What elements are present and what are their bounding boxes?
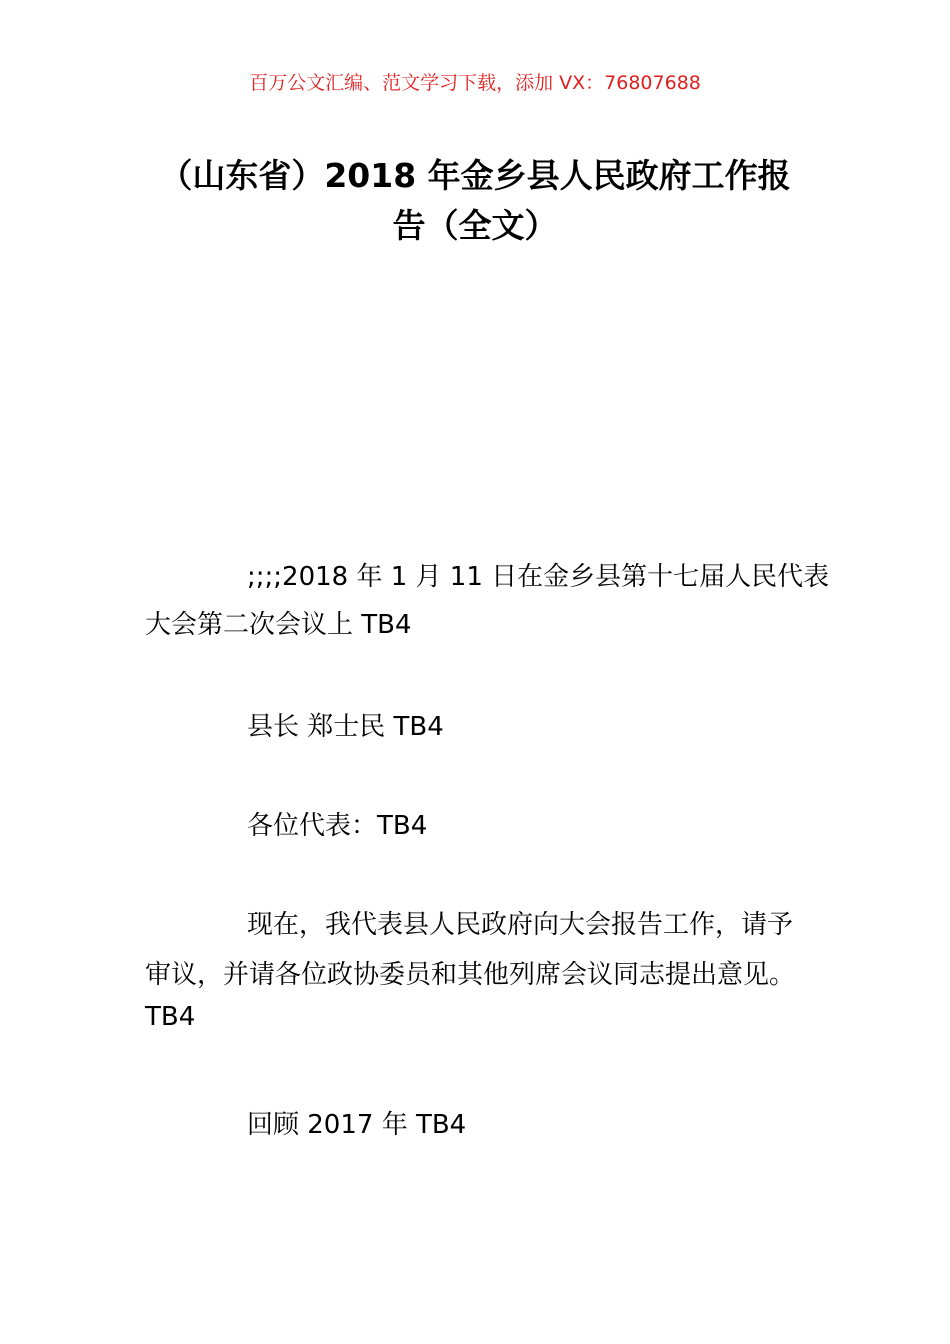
document-title-line2: 告（全文） (392, 206, 558, 245)
paragraph-intro-line1: 现在，我代表县人民政府向大会报告工作，请予 (247, 910, 794, 940)
paragraph-speaker: 县长 郑士民 TB4 (247, 712, 444, 742)
paragraph-salutation: 各位代表：TB4 (247, 811, 428, 841)
section-heading-review: 回顾 2017 年 TB4 (247, 1110, 467, 1140)
paragraph-intro-line2: 审议，并请各位政协委员和其他列席会议同志提出意见。 (145, 960, 796, 990)
promo-header: 百万公文汇编、范文学习下载，添加 VX：76807688 (249, 72, 701, 94)
paragraph-intro-line3: TB4 (145, 1002, 196, 1032)
paragraph-meeting-line1: ;;;;2018 年 1 月 11 日在金乡县第十七届人民代表 (247, 562, 830, 592)
document-title-line1: （山东省）2018 年金乡县人民政府工作报 (159, 156, 791, 195)
paragraph-meeting-line2: 大会第二次会议上 TB4 (145, 610, 412, 640)
